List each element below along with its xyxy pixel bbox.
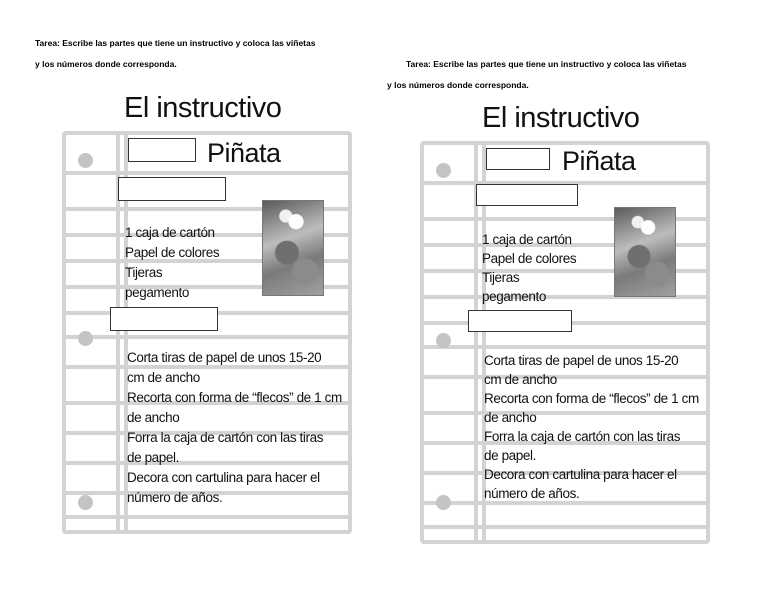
step-line: de ancho <box>127 410 180 425</box>
material-item: 1 caja de cartón <box>482 232 572 247</box>
ruled-line <box>66 515 348 519</box>
binder-hole <box>78 495 93 510</box>
ruled-line <box>66 335 348 339</box>
ruled-line <box>424 411 706 415</box>
material-item: Papel de colores <box>125 245 220 260</box>
blank-box-title[interactable] <box>128 138 196 162</box>
step-line: número de años. <box>127 490 223 505</box>
blank-box-steps[interactable] <box>468 310 572 332</box>
binder-hole <box>436 495 451 510</box>
worksheet-right <box>420 102 720 562</box>
step-line: Decora con cartulina para hacer el <box>484 467 677 482</box>
task-instruction-line1-right: Tarea: Escribe las partes que tiene un instructivo y coloca las viñetas <box>406 59 687 69</box>
worksheet-title: El instructivo <box>482 102 640 134</box>
ruled-line <box>424 345 706 349</box>
material-item: pegamento <box>125 285 189 300</box>
worksheet-title: El instructivo <box>124 92 282 124</box>
ruled-line <box>424 375 706 379</box>
binder-hole <box>78 331 93 346</box>
binder-hole <box>436 333 451 348</box>
step-line: Forra la caja de cartón con las tiras <box>127 430 324 445</box>
material-item: Papel de colores <box>482 251 577 266</box>
blank-box-title[interactable] <box>486 148 550 170</box>
binder-hole <box>436 163 451 178</box>
step-line: cm de ancho <box>484 372 557 387</box>
step-line: de papel. <box>484 448 536 463</box>
worksheet-left <box>62 92 362 552</box>
step-line: número de años. <box>484 486 580 501</box>
material-item: Tijeras <box>482 270 520 285</box>
binder-hole <box>78 153 93 168</box>
step-line: Recorta con forma de “flecos” de 1 cm <box>127 390 342 405</box>
task-instruction-line2-right: y los números donde corresponda. <box>387 80 529 90</box>
ruled-line <box>66 461 348 465</box>
blank-box-steps[interactable] <box>110 307 218 331</box>
task-instruction-line2-left: y los números donde corresponda. <box>35 59 177 69</box>
pinata-photo <box>262 200 324 296</box>
task-instruction-line1-left: Tarea: Escribe las partes que tiene un instructivo y coloca las viñetas <box>35 38 316 48</box>
material-item: 1 caja de cartón <box>125 225 215 240</box>
step-line: Decora con cartulina para hacer el <box>127 470 320 485</box>
step-line: Forra la caja de cartón con las tiras <box>484 429 681 444</box>
material-item: pegamento <box>482 289 546 304</box>
step-line: Corta tiras de papel de unos 15-20 <box>484 353 679 368</box>
ruled-line <box>424 525 706 529</box>
recipe-heading: Piñata <box>562 146 636 176</box>
blank-box-materials[interactable] <box>118 177 226 201</box>
step-line: de ancho <box>484 410 537 425</box>
recipe-heading: Piñata <box>207 138 281 168</box>
step-line: Corta tiras de papel de unos 15-20 <box>127 350 322 365</box>
step-line: Recorta con forma de “flecos” de 1 cm <box>484 391 699 406</box>
step-line: de papel. <box>127 450 179 465</box>
material-item: Tijeras <box>125 265 163 280</box>
ruled-line <box>66 171 348 175</box>
pinata-photo <box>614 207 676 297</box>
step-line: cm de ancho <box>127 370 200 385</box>
blank-box-materials[interactable] <box>476 184 578 206</box>
